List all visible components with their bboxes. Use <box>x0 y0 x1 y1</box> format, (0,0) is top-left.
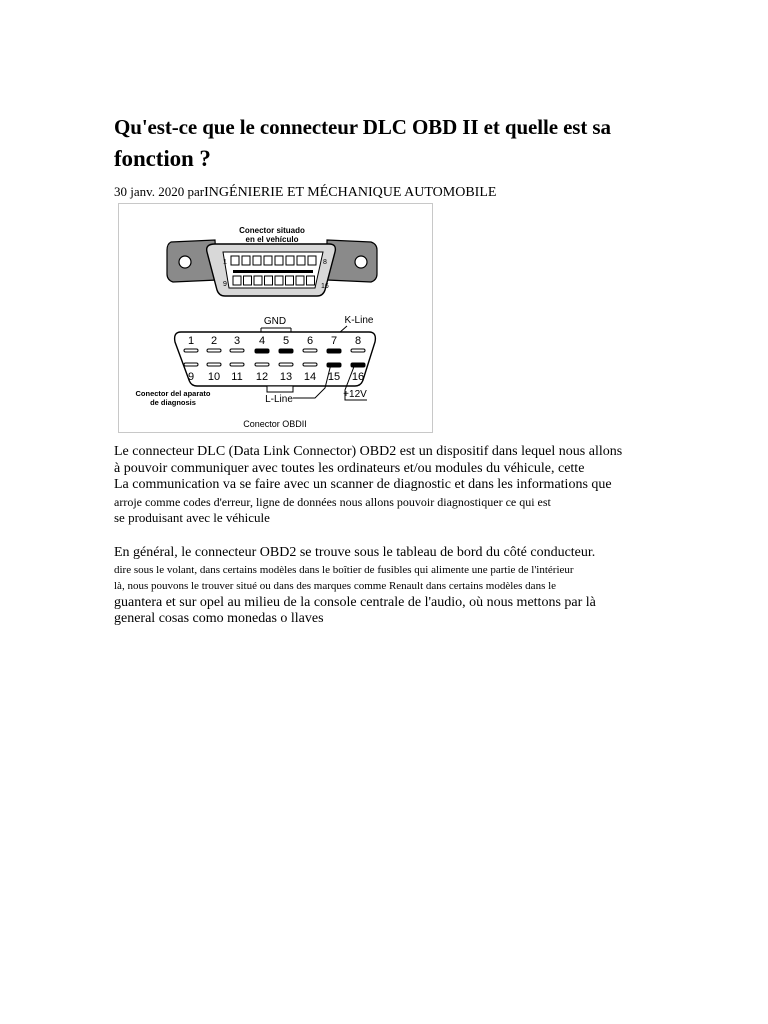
pin-contact <box>303 349 317 352</box>
paragraph-1-line: à pouvoir communiquer avec toutes les ordinateurs et/ou modules du véhicule, cette <box>114 460 585 476</box>
pin-contact <box>230 363 244 366</box>
vehicle-pin-socket <box>231 256 239 265</box>
pin-contact <box>184 349 198 352</box>
pin-number: 13 <box>279 371 293 383</box>
title-line-2: fonction ? <box>114 146 211 171</box>
vehicle-pin-socket <box>307 276 315 285</box>
pin-number: 11 <box>231 371 243 383</box>
pin-number: 10 <box>207 371 221 383</box>
pin-number: 16 <box>351 371 365 383</box>
diagram-top-label-2: en el vehículo <box>245 235 299 244</box>
pin-contact <box>207 363 221 366</box>
vehicle-pin-socket <box>265 276 273 285</box>
article-title <box>114 112 674 174</box>
vehicle-pin-9-label: 9 <box>223 281 227 288</box>
plus12-label: +12V <box>343 389 367 400</box>
pin-contact <box>207 349 221 352</box>
gnd-label: GND <box>263 316 287 327</box>
pin-contact <box>230 349 244 352</box>
article-meta <box>114 184 496 201</box>
pin-contact <box>351 349 365 352</box>
pinout-key-notch <box>267 386 293 392</box>
vehicle-pin-socket <box>233 276 241 285</box>
paragraph-1-line: Le connecteur DLC (Data Link Connector) OBD2 est un dispositif dans lequel nous allons <box>114 444 623 459</box>
vehicle-pin-socket <box>253 256 261 265</box>
vehicle-pin-socket <box>296 276 304 285</box>
title-line-1: Qu'est-ce que le connecteur DLC OBD II et quelle est sa <box>114 115 611 139</box>
pin-contact <box>327 349 341 353</box>
vehicle-pin-socket <box>275 276 283 285</box>
vehicle-pin-socket <box>275 256 283 265</box>
pin-contact <box>351 363 365 367</box>
article-date: 30 janv. 2020 par <box>114 184 205 199</box>
vehicle-pin-socket <box>286 256 294 265</box>
pin-number: 2 <box>210 335 218 347</box>
paragraph-1-line: se produisant avec le véhicule <box>114 510 270 525</box>
vehicle-pin-socket <box>242 256 250 265</box>
paragraph-2 <box>114 545 674 628</box>
figure-caption: Conector OBDII <box>243 419 307 429</box>
pinout-connector-outline <box>175 332 376 386</box>
paragraph-2-line: general cosas como monedas o llaves <box>114 611 324 626</box>
pin-contact <box>255 363 269 366</box>
pin-number: 7 <box>330 335 338 347</box>
obd-connector-diagram <box>119 204 432 432</box>
diagram-top-label-1: Conector situado <box>239 226 305 235</box>
vehicle-pin-socket <box>308 256 316 265</box>
l-line-label: L-Line <box>265 394 293 405</box>
vehicle-pin-8-label: 8 <box>323 259 327 266</box>
vehicle-pin-socket <box>286 276 294 285</box>
article-header <box>114 112 674 174</box>
pin-number: 3 <box>233 335 241 347</box>
pin-number: 1 <box>187 335 195 347</box>
pin-number: 12 <box>255 371 269 383</box>
pin-number: 6 <box>306 335 314 347</box>
vehicle-pin-1-label: 1 <box>223 259 227 266</box>
pin-contact <box>184 363 198 366</box>
pin-contact <box>255 349 269 353</box>
vehicle-pin-socket <box>264 256 272 265</box>
pin-number: 9 <box>187 371 195 383</box>
connector-center-bar <box>233 270 313 273</box>
paragraph-1-line: La communication va se faire avec un scanner de diagnostic et dans les informations que <box>114 477 612 492</box>
pin-number: 15 <box>327 371 341 383</box>
article-author: INGÉNIERIE ET MÉCHANIQUE AUTOMOBILE <box>204 185 497 200</box>
vehicle-pin-socket <box>254 276 262 285</box>
pin-number: 8 <box>354 335 362 347</box>
pin-contact <box>279 349 293 353</box>
pin-contact <box>279 363 293 366</box>
paragraph-2-line: En général, le connecteur OBD2 se trouve sous le tableau de bord du côté conducteur. <box>114 545 596 560</box>
vehicle-pin-16-label: 16 <box>321 283 329 290</box>
paragraph-2-line: dire sous le volant, dans certains modèles dans le boîtier de fusibles qui alimente une partie de l'intérieur <box>114 563 574 576</box>
pin-number: 4 <box>258 335 266 347</box>
pin-contact <box>303 363 317 366</box>
paragraph-2-line: guantera et sur opel au milieu de la console centrale de l'audio, où nous mettons par là <box>114 594 596 610</box>
right-screw-hole <box>355 256 367 268</box>
diagnosis-label-1: Conector del aparato <box>135 389 211 398</box>
obd-diagram-figure <box>118 203 433 433</box>
left-screw-hole <box>179 256 191 268</box>
vehicle-pin-socket <box>297 256 305 265</box>
pin-number: 14 <box>303 371 317 383</box>
paragraph-1 <box>114 444 674 527</box>
diagnosis-label-2: de diagnosis <box>150 398 196 407</box>
paragraph-2-line: là, nous pouvons le trouver situé ou dans des marques comme Renault dans certains modèles dans le <box>114 580 557 592</box>
vehicle-pin-socket <box>244 276 252 285</box>
k-line-label: K-Line <box>344 315 374 326</box>
pin-contact <box>327 363 341 367</box>
paragraph-1-line: arroje comme codes d'erreur, ligne de données nous allons pouvoir diagnostiquer ce qui est <box>114 494 551 509</box>
pin-number: 5 <box>282 335 290 347</box>
